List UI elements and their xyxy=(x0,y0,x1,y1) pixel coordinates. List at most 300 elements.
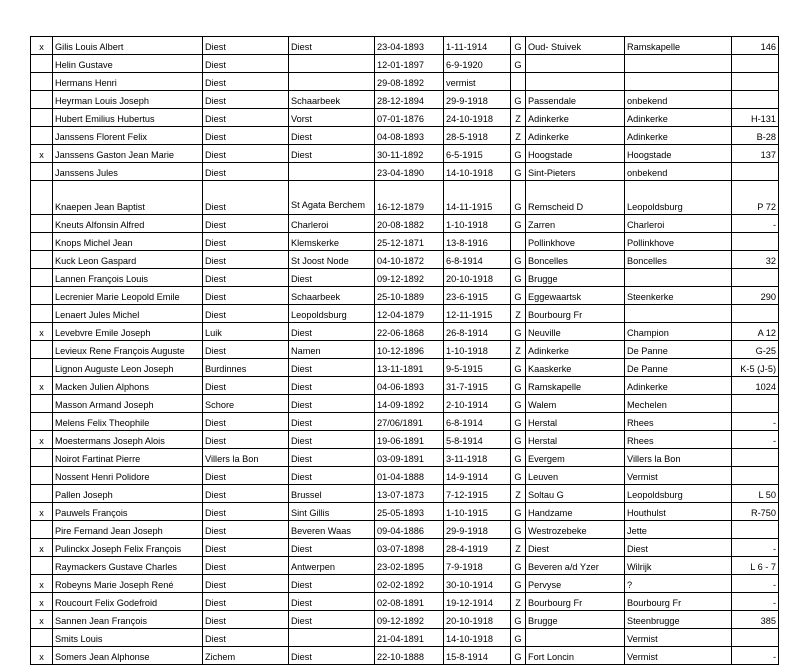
code-cell: Z xyxy=(511,341,526,359)
residence-cell: Diest xyxy=(289,127,375,145)
death-date-cell: 6-5-1915 xyxy=(444,145,511,163)
birthplace-cell: Diest xyxy=(203,539,289,557)
code-cell xyxy=(511,233,526,251)
name-cell: Pallen Joseph xyxy=(53,485,203,503)
grave-number-cell: 32 xyxy=(732,251,779,269)
mark-cell: x xyxy=(31,37,53,55)
birthplace-cell: Schore xyxy=(203,395,289,413)
grave-number-cell xyxy=(732,269,779,287)
name-cell: Hermans Henri xyxy=(53,73,203,91)
burial-place-cell: De Panne xyxy=(625,359,732,377)
table-row xyxy=(31,395,779,413)
table-row xyxy=(31,575,779,593)
table-row xyxy=(31,539,779,557)
residence-cell: Diest xyxy=(289,647,375,665)
birth-date-cell: 20-08-1882 xyxy=(375,215,444,233)
burial-place-cell: Leopoldsburg xyxy=(625,181,732,215)
birthplace-cell: Diest xyxy=(203,341,289,359)
grave-number-cell xyxy=(732,305,779,323)
burial-place-cell: Diest xyxy=(625,539,732,557)
burial-place-cell: Adinkerke xyxy=(625,127,732,145)
birthplace-cell: Diest xyxy=(203,55,289,73)
birthplace-cell: Diest xyxy=(203,377,289,395)
death-date-cell: 5-8-1914 xyxy=(444,431,511,449)
residence-cell: Schaarbeek xyxy=(289,287,375,305)
residence-cell: Diest xyxy=(289,575,375,593)
code-cell: G xyxy=(511,145,526,163)
birthplace-cell: Diest xyxy=(203,251,289,269)
death-place-cell xyxy=(526,55,625,73)
grave-number-cell: A 12 xyxy=(732,323,779,341)
birth-date-cell: 16-12-1879 xyxy=(375,181,444,215)
mark-cell xyxy=(31,55,53,73)
code-cell: G xyxy=(511,395,526,413)
name-cell: Janssens Gaston Jean Marie xyxy=(53,145,203,163)
death-place-cell: Eggewaartsk xyxy=(526,287,625,305)
residence-cell: Diest xyxy=(289,413,375,431)
residence-cell xyxy=(289,629,375,647)
table-row xyxy=(31,109,779,127)
birth-date-cell: 04-10-1872 xyxy=(375,251,444,269)
table-row xyxy=(31,269,779,287)
death-date-cell: 15-8-1914 xyxy=(444,647,511,665)
death-date-cell: 7-12-1915 xyxy=(444,485,511,503)
birthplace-cell: Diest xyxy=(203,305,289,323)
code-cell: G xyxy=(511,55,526,73)
death-date-cell: 14-10-1918 xyxy=(444,163,511,181)
code-cell: G xyxy=(511,91,526,109)
burial-place-cell: Adinkerke xyxy=(625,377,732,395)
name-cell: Raymackers Gustave Charles xyxy=(53,557,203,575)
birthplace-cell: Diest xyxy=(203,73,289,91)
death-place-cell: Herstal xyxy=(526,431,625,449)
death-date-cell: 20-10-1918 xyxy=(444,269,511,287)
mark-cell xyxy=(31,485,53,503)
name-cell: Roucourt Felix Godefroid xyxy=(53,593,203,611)
death-date-cell: 14-9-1914 xyxy=(444,467,511,485)
residence-cell: Brussel xyxy=(289,485,375,503)
name-cell: Janssens Jules xyxy=(53,163,203,181)
burial-place-cell: onbekend xyxy=(625,91,732,109)
code-cell xyxy=(511,73,526,91)
birthplace-cell: Diest xyxy=(203,163,289,181)
birthplace-cell: Diest xyxy=(203,629,289,647)
mark-cell xyxy=(31,467,53,485)
mark-cell xyxy=(31,251,53,269)
birth-date-cell: 30-11-1892 xyxy=(375,145,444,163)
table-row xyxy=(31,287,779,305)
birthplace-cell: Villers la Bon xyxy=(203,449,289,467)
birthplace-cell: Zichem xyxy=(203,647,289,665)
residence-cell: Diest xyxy=(289,395,375,413)
birth-date-cell: 21-04-1891 xyxy=(375,629,444,647)
birth-date-cell: 13-11-1891 xyxy=(375,359,444,377)
name-cell: Noirot Fartinat Pierre xyxy=(53,449,203,467)
grave-number-cell xyxy=(732,395,779,413)
name-cell: Heyrman Louis Joseph xyxy=(53,91,203,109)
grave-number-cell xyxy=(732,91,779,109)
table-row xyxy=(31,449,779,467)
residence-cell: Charleroi xyxy=(289,215,375,233)
birth-date-cell: 14-09-1892 xyxy=(375,395,444,413)
death-place-cell: Walem xyxy=(526,395,625,413)
death-place-cell: Zarren xyxy=(526,215,625,233)
name-cell: Hubert Emilius Hubertus xyxy=(53,109,203,127)
code-cell: Z xyxy=(511,109,526,127)
death-place-cell: Herstal xyxy=(526,413,625,431)
name-cell: Smits Louis xyxy=(53,629,203,647)
burial-place-cell xyxy=(625,55,732,73)
death-date-cell: 28-5-1918 xyxy=(444,127,511,145)
birth-date-cell: 23-04-1890 xyxy=(375,163,444,181)
records-table-body xyxy=(31,37,779,665)
grave-number-cell: H-131 xyxy=(732,109,779,127)
residence-cell xyxy=(289,73,375,91)
birth-date-cell: 27/06/1891 xyxy=(375,413,444,431)
burial-place-cell: Steenbrugge xyxy=(625,611,732,629)
code-cell: Z xyxy=(511,539,526,557)
residence-cell: Antwerpen xyxy=(289,557,375,575)
code-cell: G xyxy=(511,449,526,467)
name-cell: Kneuts Alfonsin Alfred xyxy=(53,215,203,233)
birthplace-cell: Diest xyxy=(203,233,289,251)
residence-cell: Diest xyxy=(289,269,375,287)
death-date-cell: 24-10-1918 xyxy=(444,109,511,127)
code-cell: G xyxy=(511,521,526,539)
birth-date-cell: 03-07-1898 xyxy=(375,539,444,557)
residence-cell xyxy=(289,163,375,181)
name-cell: Sannen Jean François xyxy=(53,611,203,629)
death-place-cell: Brugge xyxy=(526,611,625,629)
birthplace-cell: Diest xyxy=(203,593,289,611)
mark-cell xyxy=(31,91,53,109)
death-place-cell: Kaaskerke xyxy=(526,359,625,377)
residence-cell: Diest xyxy=(289,323,375,341)
birthplace-cell: Diest xyxy=(203,91,289,109)
name-cell: Pire Fernand Jean Joseph xyxy=(53,521,203,539)
burial-place-cell: Boncelles xyxy=(625,251,732,269)
burial-place-cell: Wilrijk xyxy=(625,557,732,575)
death-place-cell: Bourbourg Fr xyxy=(526,305,625,323)
burial-place-cell: Mechelen xyxy=(625,395,732,413)
table-row xyxy=(31,251,779,269)
mark-cell xyxy=(31,521,53,539)
name-cell: Robeyns Marie Joseph René xyxy=(53,575,203,593)
grave-number-cell: 290 xyxy=(732,287,779,305)
code-cell: G xyxy=(511,647,526,665)
mark-cell xyxy=(31,341,53,359)
grave-number-cell xyxy=(732,163,779,181)
death-place-cell: Adinkerke xyxy=(526,127,625,145)
burial-place-cell: Vermist xyxy=(625,467,732,485)
code-cell: G xyxy=(511,413,526,431)
birth-date-cell: 01-04-1888 xyxy=(375,467,444,485)
death-date-cell: 1-10-1918 xyxy=(444,215,511,233)
code-cell: Z xyxy=(511,485,526,503)
burial-place-cell xyxy=(625,73,732,91)
birthplace-cell: Diest xyxy=(203,181,289,215)
code-cell: G xyxy=(511,323,526,341)
code-cell: G xyxy=(511,431,526,449)
code-cell: G xyxy=(511,377,526,395)
mark-cell xyxy=(31,449,53,467)
code-cell: G xyxy=(511,163,526,181)
mark-cell xyxy=(31,287,53,305)
birthplace-cell: Diest xyxy=(203,575,289,593)
birth-date-cell: 02-08-1891 xyxy=(375,593,444,611)
death-date-cell: vermist xyxy=(444,73,511,91)
table-row xyxy=(31,55,779,73)
mark-cell xyxy=(31,127,53,145)
birthplace-cell: Diest xyxy=(203,145,289,163)
table-row xyxy=(31,431,779,449)
burial-place-cell: Rhees xyxy=(625,413,732,431)
mark-cell: x xyxy=(31,323,53,341)
death-date-cell: 1-10-1915 xyxy=(444,503,511,521)
death-place-cell: Handzame xyxy=(526,503,625,521)
grave-number-cell xyxy=(732,629,779,647)
residence-cell: Diest xyxy=(289,145,375,163)
birth-date-cell: 23-02-1895 xyxy=(375,557,444,575)
name-cell: Lannen François Louis xyxy=(53,269,203,287)
birth-date-cell: 12-01-1897 xyxy=(375,55,444,73)
mark-cell: x xyxy=(31,145,53,163)
birthplace-cell: Diest xyxy=(203,611,289,629)
death-date-cell: 1-11-1914 xyxy=(444,37,511,55)
grave-number-cell xyxy=(732,55,779,73)
table-row xyxy=(31,181,779,215)
death-date-cell: 6-9-1920 xyxy=(444,55,511,73)
table-row xyxy=(31,485,779,503)
mark-cell xyxy=(31,359,53,377)
grave-number-cell xyxy=(732,521,779,539)
mark-cell: x xyxy=(31,377,53,395)
name-cell: Lenaert Jules Michel xyxy=(53,305,203,323)
burial-place-cell xyxy=(625,269,732,287)
death-date-cell: 28-4-1919 xyxy=(444,539,511,557)
grave-number-cell xyxy=(732,73,779,91)
name-cell: Knaepen Jean Baptist xyxy=(53,181,203,215)
table-row xyxy=(31,73,779,91)
grave-number-cell: - xyxy=(732,575,779,593)
death-date-cell: 7-9-1918 xyxy=(444,557,511,575)
burial-place-cell: onbekend xyxy=(625,163,732,181)
birth-date-cell: 10-12-1896 xyxy=(375,341,444,359)
name-cell: Macken Julien Alphons xyxy=(53,377,203,395)
table-row xyxy=(31,629,779,647)
table-row xyxy=(31,163,779,181)
residence-cell: Diest xyxy=(289,359,375,377)
grave-number-cell: - xyxy=(732,413,779,431)
grave-number-cell xyxy=(732,467,779,485)
name-cell: Nossent Henri Polidore xyxy=(53,467,203,485)
death-date-cell: 6-8-1914 xyxy=(444,413,511,431)
mark-cell xyxy=(31,109,53,127)
birthplace-cell: Diest xyxy=(203,127,289,145)
name-cell: Knops Michel Jean xyxy=(53,233,203,251)
residence-cell: St Agata Berchem xyxy=(289,181,375,215)
mark-cell xyxy=(31,73,53,91)
mark-cell xyxy=(31,163,53,181)
mark-cell: x xyxy=(31,431,53,449)
grave-number-cell: 146 xyxy=(732,37,779,55)
burial-place-cell: Steenkerke xyxy=(625,287,732,305)
birth-date-cell: 09-12-1892 xyxy=(375,269,444,287)
birthplace-cell: Diest xyxy=(203,503,289,521)
birthplace-cell: Diest xyxy=(203,109,289,127)
death-date-cell: 3-11-1918 xyxy=(444,449,511,467)
mark-cell: x xyxy=(31,503,53,521)
residence-cell: Klemskerke xyxy=(289,233,375,251)
code-cell: G xyxy=(511,503,526,521)
table-row xyxy=(31,305,779,323)
grave-number-cell: 385 xyxy=(732,611,779,629)
birthplace-cell: Diest xyxy=(203,413,289,431)
death-place-cell: Oud- Stuivek xyxy=(526,37,625,55)
residence-cell: Sint Gillis xyxy=(289,503,375,521)
birth-date-cell: 13-07-1873 xyxy=(375,485,444,503)
death-place-cell: Sint-Pieters xyxy=(526,163,625,181)
death-place-cell: Ramskapelle xyxy=(526,377,625,395)
residence-cell: Diest xyxy=(289,539,375,557)
name-cell: Masson Armand Joseph xyxy=(53,395,203,413)
death-date-cell: 30-10-1914 xyxy=(444,575,511,593)
residence-cell: Diest xyxy=(289,449,375,467)
mark-cell xyxy=(31,629,53,647)
burial-place-cell: Bourbourg Fr xyxy=(625,593,732,611)
birth-date-cell: 22-10-1888 xyxy=(375,647,444,665)
residence-cell xyxy=(289,55,375,73)
burial-place-cell: Houthulst xyxy=(625,503,732,521)
name-cell: Melens Felix Theophile xyxy=(53,413,203,431)
grave-number-cell xyxy=(732,449,779,467)
mark-cell: x xyxy=(31,647,53,665)
code-cell: Z xyxy=(511,305,526,323)
death-place-cell: Beveren a/d Yzer xyxy=(526,557,625,575)
table-row xyxy=(31,611,779,629)
mark-cell xyxy=(31,557,53,575)
death-place-cell: Pervyse xyxy=(526,575,625,593)
birthplace-cell: Diest xyxy=(203,215,289,233)
birth-date-cell: 07-01-1876 xyxy=(375,109,444,127)
name-cell: Pauwels François xyxy=(53,503,203,521)
birthplace-cell: Diest xyxy=(203,485,289,503)
death-date-cell: 1-10-1918 xyxy=(444,341,511,359)
death-place-cell xyxy=(526,629,625,647)
death-place-cell: Bourbourg Fr xyxy=(526,593,625,611)
death-date-cell: 12-11-1915 xyxy=(444,305,511,323)
table-row xyxy=(31,557,779,575)
name-cell: Gilis Louis Albert xyxy=(53,37,203,55)
birthplace-cell: Diest xyxy=(203,37,289,55)
burial-place-cell: Leopoldsburg xyxy=(625,485,732,503)
name-cell: Levieux Rene François Auguste xyxy=(53,341,203,359)
death-place-cell: Diest xyxy=(526,539,625,557)
grave-number-cell: R-750 xyxy=(732,503,779,521)
name-cell: Helin Gustave xyxy=(53,55,203,73)
burial-place-cell: Pollinkhove xyxy=(625,233,732,251)
birth-date-cell: 02-02-1892 xyxy=(375,575,444,593)
death-date-cell: 31-7-1915 xyxy=(444,377,511,395)
death-place-cell xyxy=(526,73,625,91)
code-cell: G xyxy=(511,557,526,575)
name-cell: Levebvre Emile Joseph xyxy=(53,323,203,341)
grave-number-cell: K-5 (J-5) xyxy=(732,359,779,377)
birth-date-cell: 25-10-1889 xyxy=(375,287,444,305)
birth-date-cell: 25-12-1871 xyxy=(375,233,444,251)
death-date-cell: 26-8-1914 xyxy=(444,323,511,341)
mark-cell xyxy=(31,269,53,287)
birth-date-cell: 09-12-1892 xyxy=(375,611,444,629)
table-row xyxy=(31,127,779,145)
code-cell: G xyxy=(511,181,526,215)
birth-date-cell: 04-08-1893 xyxy=(375,127,444,145)
death-date-cell: 14-10-1918 xyxy=(444,629,511,647)
residence-cell: Namen xyxy=(289,341,375,359)
death-place-cell: Boncelles xyxy=(526,251,625,269)
mark-cell xyxy=(31,215,53,233)
grave-number-cell xyxy=(732,233,779,251)
grave-number-cell: - xyxy=(732,647,779,665)
burial-place-cell: Charleroi xyxy=(625,215,732,233)
code-cell: G xyxy=(511,215,526,233)
burial-place-cell: Ramskapelle xyxy=(625,37,732,55)
birth-date-cell: 22-06-1868 xyxy=(375,323,444,341)
table-row xyxy=(31,593,779,611)
code-cell: G xyxy=(511,611,526,629)
birth-date-cell: 28-12-1894 xyxy=(375,91,444,109)
death-date-cell: 2-10-1914 xyxy=(444,395,511,413)
residence-cell: Beveren Waas xyxy=(289,521,375,539)
residence-cell: Diest xyxy=(289,467,375,485)
code-cell: G xyxy=(511,269,526,287)
birth-date-cell: 25-05-1893 xyxy=(375,503,444,521)
birth-date-cell: 09-04-1886 xyxy=(375,521,444,539)
burial-place-cell: Hoogstade xyxy=(625,145,732,163)
name-cell: Kuck Leon Gaspard xyxy=(53,251,203,269)
name-cell: Pulinckx Joseph Felix François xyxy=(53,539,203,557)
table-row xyxy=(31,467,779,485)
burial-place-cell: Vermist xyxy=(625,629,732,647)
burial-place-cell: Adinkerke xyxy=(625,109,732,127)
death-place-cell: Pollinkhove xyxy=(526,233,625,251)
code-cell: G xyxy=(511,467,526,485)
name-cell: Lignon Auguste Leon Joseph xyxy=(53,359,203,377)
table-row xyxy=(31,37,779,55)
residence-cell: Diest xyxy=(289,37,375,55)
birth-date-cell: 04-06-1893 xyxy=(375,377,444,395)
table-row xyxy=(31,323,779,341)
death-date-cell: 19-12-1914 xyxy=(444,593,511,611)
table-row xyxy=(31,647,779,665)
grave-number-cell: L 6 - 7 xyxy=(732,557,779,575)
death-place-cell: Evergem xyxy=(526,449,625,467)
death-date-cell: 14-11-1915 xyxy=(444,181,511,215)
birth-date-cell: 03-09-1891 xyxy=(375,449,444,467)
mark-cell xyxy=(31,233,53,251)
burial-place-cell xyxy=(625,305,732,323)
table-row xyxy=(31,341,779,359)
death-date-cell: 13-8-1916 xyxy=(444,233,511,251)
code-cell: G xyxy=(511,575,526,593)
burial-place-cell: Rhees xyxy=(625,431,732,449)
grave-number-cell: 137 xyxy=(732,145,779,163)
grave-number-cell: G-25 xyxy=(732,341,779,359)
birthplace-cell: Burdinnes xyxy=(203,359,289,377)
residence-cell: Diest xyxy=(289,431,375,449)
name-cell: Janssens Florent Felix xyxy=(53,127,203,145)
birthplace-cell: Diest xyxy=(203,557,289,575)
